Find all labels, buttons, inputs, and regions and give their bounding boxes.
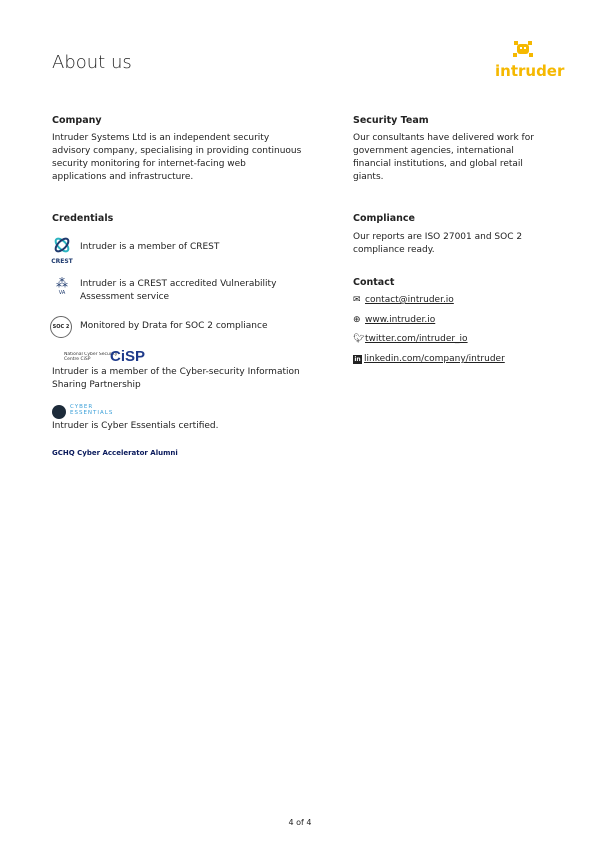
credential-cyber-essentials-text: Intruder is Cyber Essentials certified. [52, 421, 219, 431]
envelope-icon: ✉ [353, 295, 361, 305]
twitter-icon: 🐦︎ [353, 334, 365, 344]
company-text: Intruder Systems Ltd is an independent security advisory company, specialising in providing continuous security monitoring for internet-facing web applications and infrastructure. [52, 133, 302, 182]
email-link[interactable]: contact@intruder.io [365, 295, 454, 305]
crest-logo: CREST [50, 236, 74, 265]
contact-email[interactable] [353, 294, 454, 307]
website-link[interactable]: www.intruder.io [365, 315, 436, 325]
page-number: 4 of 4 [288, 818, 312, 827]
contact-twitter[interactable] [353, 333, 468, 346]
cyber-essentials-logo: CYBER ESSENTIALS [52, 404, 142, 420]
security-team-text: Our consultants have delivered work for government agencies, international financial institutions, and global retail giants. [353, 133, 534, 182]
gchq-logo: GCHQ Cyber Accelerator Alumni [52, 449, 178, 457]
linkedin-link[interactable]: linkedin.com/company/intruder [364, 354, 505, 364]
company-heading: Company [52, 115, 102, 126]
linkedin-icon: in [354, 356, 361, 363]
credential-crest-text: Intruder is a member of CREST [80, 242, 220, 252]
contact-website[interactable] [353, 314, 435, 327]
intruder-logo [495, 40, 565, 80]
credential-soc2-text: Monitored by Drata for SOC 2 compliance [80, 321, 268, 331]
page-title: About us [52, 52, 132, 73]
twitter-link[interactable]: twitter.com/intruder_io [365, 334, 468, 344]
intruder-crab-icon [512, 40, 534, 60]
credential-va-text: Intruder is a CREST accredited Vulnerability Assessment service [80, 279, 277, 302]
security-team-heading: Security Team [353, 115, 429, 126]
compliance-heading: Compliance [353, 213, 415, 224]
soc2-logo: SOC 2 [50, 316, 72, 338]
credential-cisp-text: Intruder is a member of the Cyber-security Information Sharing Partnership [52, 367, 300, 390]
credentials-heading: Credentials [52, 213, 114, 224]
contact-heading: Contact [353, 277, 395, 288]
contact-linkedin[interactable] [353, 353, 505, 366]
compliance-text: Our reports are ISO 27001 and SOC 2 compliance ready. [353, 232, 523, 255]
ncsc-cisp-logo: National Cyber Security Centre CiSP CiSP [64, 348, 146, 365]
intruder-wordmark: intruder [495, 62, 565, 80]
crest-va-logo: ⁂ VA [56, 276, 68, 296]
globe-icon: ⊕ [353, 315, 361, 325]
